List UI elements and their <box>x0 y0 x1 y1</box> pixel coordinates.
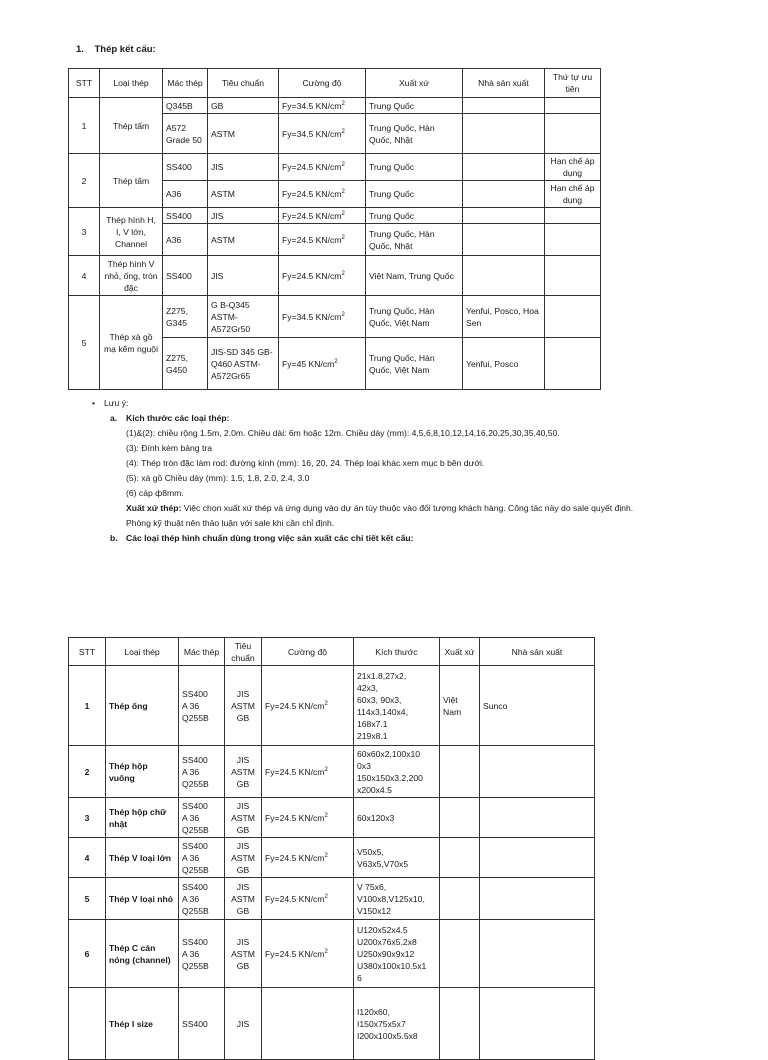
cell-xuat-xu: Trung Quốc, Hàn Quốc, Nhật <box>366 224 463 256</box>
header-nha-san-xuat: Nhà sản xuất <box>480 638 595 666</box>
cell-thu-tu <box>545 256 601 296</box>
notes-section <box>76 396 633 546</box>
cell-loai-thep: Thép hình H, I, V lớn, Channel <box>100 208 163 256</box>
cell-tieu-chuan: ASTM <box>208 114 279 154</box>
cell-loai-thep: Thép hình V nhỏ, ống, tròn đặc <box>100 256 163 296</box>
table1-header-row <box>69 69 601 98</box>
note-line: (1)&(2): chiều rộng 1.5m, 2.0m. Chiều dài: 6m hoặc 12m. Chiều dày (mm): 4,5,6,8,10,12,14,16,20,25,30,35,40,50. <box>126 428 560 438</box>
notes-title: Lưu ý: <box>104 398 129 408</box>
header-stt: STT <box>69 69 100 98</box>
cell-tieu-chuan: ASTM <box>208 224 279 256</box>
cell-mac-thep: SS400 A 36 Q255B <box>179 746 225 798</box>
strength-value: Fy=24.5 KN/cm <box>265 812 325 823</box>
section-heading: 1. Thép kết cấu: <box>76 44 156 55</box>
cell-mac-thep: SS400 A 36 Q255B <box>179 666 225 746</box>
table2-header-row <box>69 638 595 666</box>
cell-nha-san-xuat: Yenfui, Posco, Hoa Sen <box>463 296 545 338</box>
cell-xuat-xu: Trung Quốc <box>366 98 463 114</box>
cell-thu-tu <box>545 296 601 338</box>
cell-kich-thuoc: U120x52x4.5 U200x76x5.2x8 U250x90x9x12 U380x100x10.5x1 6 <box>354 920 440 988</box>
standard-shapes-table <box>68 637 595 1060</box>
cell-tieu-chuan: G B-Q345 ASTM-A572Gr50 <box>208 296 279 338</box>
note-line: (3): Đính kèm bảng tra <box>126 443 212 453</box>
note-line: (4): Thép tròn đặc làm rod: đường kính (mm): 16, 20, 24. Thép loại khác xem mục b bên dưới. <box>126 458 485 468</box>
cell-cuong-do: Fy=24.5 $KN/cm^2$ <box>262 838 354 878</box>
cell-mac-thep: SS400 A 36 Q255B <box>179 878 225 920</box>
table-row <box>69 98 601 114</box>
table-row <box>69 208 601 224</box>
cell-kich-thuoc: 60x60x2,100x10 0x3 150x150x3.2,200 x200x4.5 <box>354 746 440 798</box>
strength-value: Fy=24.5 KN/cm <box>265 852 325 863</box>
cell-cuong-do: Fy=45 $KN/cm^2$ <box>279 338 366 390</box>
cell-nha-san-xuat <box>463 224 545 256</box>
table-row <box>69 798 595 838</box>
cell-nha-san-xuat <box>463 181 545 208</box>
cell-stt: 4 <box>69 838 106 878</box>
cell-thu-tu <box>545 224 601 256</box>
cell-mac-thep: SS400 A 36 Q255B <box>179 920 225 988</box>
cell-nha-san-xuat <box>463 208 545 224</box>
cell-mac-thep: SS400 <box>179 988 225 1060</box>
header-tieu-chuan: Tiêu chuẩn <box>225 638 262 666</box>
cell-loai-thep: Thép V loại nhỏ <box>106 878 179 920</box>
cell-mac-thep: Z275, G345 <box>163 296 208 338</box>
cell-cuong-do: Fy=24.5 $KN/cm^2$ <box>262 746 354 798</box>
cell-stt: 4 <box>69 256 100 296</box>
header-xuat-xu: Xuất xứ <box>440 638 480 666</box>
cell-thu-tu <box>545 208 601 224</box>
cell-cuong-do: Fy=34.5 $KN/cm^2$ <box>279 98 366 114</box>
cell-cuong-do: Fy=24.5 $KN/cm^2$ <box>262 878 354 920</box>
cell-thu-tu: Hạn chế áp dụng <box>545 181 601 208</box>
cell-tieu-chuan: JIS <box>208 256 279 296</box>
cell-mac-thep: SS400 A 36 Q255B <box>179 798 225 838</box>
cell-nha-san-xuat <box>480 746 595 798</box>
header-loai-thep: Loại thép <box>100 69 163 98</box>
cell-xuat-xu: Trung Quốc <box>366 181 463 208</box>
table-row <box>69 666 595 746</box>
cell-nha-san-xuat: Sunco <box>480 666 595 746</box>
strength-value: Fy=24.5 KN/cm <box>282 210 342 221</box>
cell-stt: 3 <box>69 798 106 838</box>
notes-title-row <box>76 396 633 411</box>
cell-xuat-xu: Việt Nam <box>440 666 480 746</box>
cell-thu-tu <box>545 338 601 390</box>
header-cuong-do: Cường độ <box>262 638 354 666</box>
header-cuong-do: Cường độ <box>279 69 366 98</box>
cell-stt: 6 <box>69 920 106 988</box>
note-line: (5): xà gồ Chiều dày (mm): 1.5, 1.8, 2.0, 2.4, 3.0 <box>126 473 310 483</box>
cell-loai-thep: Thép hộp vuông <box>106 746 179 798</box>
cell-nha-san-xuat <box>480 838 595 878</box>
header-xuat-xu: Xuất xứ <box>366 69 463 98</box>
cell-tieu-chuan: JIS ASTM GB <box>225 746 262 798</box>
cell-xuat-xu <box>440 746 480 798</box>
cell-xuat-xu: Trung Quốc, Hàn Quốc, Việt Nam <box>366 296 463 338</box>
origin-note <box>76 501 633 516</box>
strength-value: Fy=24.5 KN/cm <box>265 948 325 959</box>
cell-xuat-xu <box>440 878 480 920</box>
cell-xuat-xu: Trung Quốc <box>366 154 463 181</box>
cell-nha-san-xuat <box>480 920 595 988</box>
cell-cuong-do: Fy=34.5 $KN/cm^2$ <box>279 114 366 154</box>
table-row <box>69 256 601 296</box>
cell-cuong-do: Fy=34.5 $KN/cm^2$ <box>279 296 366 338</box>
header-nha-san-xuat: Nhà sản xuất <box>463 69 545 98</box>
cell-kich-thuoc: I120x60, I150x75x5x7 I200x100x5.5x8 <box>354 988 440 1060</box>
cell-tieu-chuan: JIS <box>208 154 279 181</box>
cell-stt: 1 <box>69 666 106 746</box>
header-thu-tu-uu-tien: Thứ tự ưu tiên <box>545 69 601 98</box>
cell-tieu-chuan: JIS ASTM GB <box>225 838 262 878</box>
cell-cuong-do: Fy=24.5 $KN/cm^2$ <box>262 920 354 988</box>
table-row <box>69 920 595 988</box>
cell-loai-thep: Thép I size <box>106 988 179 1060</box>
cell-tieu-chuan: JIS-SD 345 GB-Q460 ASTM-A572Gr65 <box>208 338 279 390</box>
cell-cuong-do: Fy=24.5 $KN/cm^2$ <box>279 154 366 181</box>
cell-stt: 3 <box>69 208 100 256</box>
cell-mac-thep: SS400 <box>163 154 208 181</box>
cell-cuong-do: Fy=24.5 $KN/cm^2$ <box>279 224 366 256</box>
cell-cuong-do: Fy=24.5 $KN/cm^2$ <box>279 256 366 296</box>
cell-nha-san-xuat <box>463 98 545 114</box>
header-loai-thep: Loại thép <box>106 638 179 666</box>
strength-value: Fy=24.5 KN/cm <box>282 162 342 172</box>
cell-cuong-do: Fy=24.5 $KN/cm^2$ <box>279 181 366 208</box>
cell-tieu-chuan: JIS ASTM GB <box>225 666 262 746</box>
header-stt: STT <box>69 638 106 666</box>
cell-stt: 5 <box>69 878 106 920</box>
strength-value: Fy=24.5 KN/cm <box>265 893 325 904</box>
cell-nha-san-xuat <box>463 256 545 296</box>
cell-loai-thep: Thép C cán nóng (channel) <box>106 920 179 988</box>
cell-thu-tu: Hạn chế áp dụng <box>545 154 601 181</box>
cell-thu-tu <box>545 98 601 114</box>
subsection-a-title <box>76 411 633 426</box>
cell-stt: 2 <box>69 154 100 208</box>
cell-tieu-chuan: JIS ASTM GB <box>225 920 262 988</box>
cell-tieu-chuan: JIS ASTM GB <box>225 878 262 920</box>
table-row <box>69 296 601 338</box>
cell-xuat-xu <box>440 920 480 988</box>
strength-value: Fy=24.5 KN/cm <box>282 234 342 245</box>
cell-stt: 5 <box>69 296 100 390</box>
header-kich-thuoc: Kích thước <box>354 638 440 666</box>
cell-stt: 1 <box>69 98 100 154</box>
table-row <box>69 746 595 798</box>
cell-tieu-chuan: ASTM <box>208 181 279 208</box>
cell-loai-thep: Thép xà gồ mạ kẽm nguội <box>100 296 163 390</box>
cell-mac-thep: SS400 <box>163 256 208 296</box>
cell-mac-thep: SS400 A 36 Q255B <box>179 838 225 878</box>
strength-value: Fy=34.5 KN/cm <box>282 128 342 139</box>
cell-mac-thep: SS400 <box>163 208 208 224</box>
cell-mac-thep: Q345B <box>163 98 208 114</box>
cell-xuat-xu: Trung Quốc, Hàn Quốc, Việt Nam <box>366 338 463 390</box>
cell-tieu-chuan: JIS <box>208 208 279 224</box>
header-mac-thep: Mác thép <box>163 69 208 98</box>
cell-tieu-chuan: JIS ASTM GB <box>225 798 262 838</box>
cell-loai-thep: Thép hộp chữ nhật <box>106 798 179 838</box>
table-row <box>69 838 595 878</box>
subsection-b-label: b. <box>110 533 118 543</box>
cell-kich-thuoc: V 75x6, V100x8,V125x10, V150x12 <box>354 878 440 920</box>
structural-steel-table <box>68 68 601 390</box>
subsection-a-label: a. <box>110 413 118 423</box>
bullet-icon: • <box>92 398 96 408</box>
origin-text: Việc chọn xuất xứ thép và ứng dụng vào dự án tùy thuộc vào đối tượng khách hàng. Công tác này do sale quyết định. <box>183 503 634 513</box>
strength-value: Fy=24.5 KN/cm <box>282 270 342 281</box>
header-tieu-chuan: Tiêu chuẩn <box>208 69 279 98</box>
header-mac-thep: Mác thép <box>179 638 225 666</box>
cell-kich-thuoc: V50x5, V63x5,V70x5 <box>354 838 440 878</box>
cell-cuong-do: Fy=24.5 $KN/cm^2$ <box>262 666 354 746</box>
cell-mac-thep: A36 <box>163 224 208 256</box>
cell-mac-thep: Z275, G450 <box>163 338 208 390</box>
cell-loai-thep: Thép V loại lớn <box>106 838 179 878</box>
cell-cuong-do: Fy=24.5 $KN/cm^2$ <box>279 208 366 224</box>
cell-mac-thep: A36 <box>163 181 208 208</box>
cell-tieu-chuan: JIS <box>225 988 262 1060</box>
cell-kich-thuoc: 60x120x3 <box>354 798 440 838</box>
origin-note-cont: Phòng kỹ thuật nên thảo luận với sale khi cần chỉ định. <box>126 518 335 528</box>
subsection-b-text: Các loại thép hình chuẩn dùng trong việc sản xuất các chi tiết kết cấu: <box>126 533 414 543</box>
cell-mac-thep: A572 Grade 50 <box>163 114 208 154</box>
cell-nha-san-xuat <box>463 154 545 181</box>
cell-stt: 2 <box>69 746 106 798</box>
strength-value: Fy=45 KN/cm <box>282 358 335 369</box>
cell-nha-san-xuat <box>463 114 545 154</box>
strength-value: Fy=34.5 KN/cm <box>282 100 342 111</box>
strength-value: Fy=24.5 KN/cm <box>265 766 325 777</box>
cell-thu-tu <box>545 114 601 154</box>
cell-tieu-chuan: GB <box>208 98 279 114</box>
cell-xuat-xu <box>440 838 480 878</box>
cell-nha-san-xuat <box>480 878 595 920</box>
strength-value: Fy=24.5 KN/cm <box>265 700 325 711</box>
table-row <box>69 154 601 181</box>
cell-loai-thep: Thép tấm <box>100 154 163 208</box>
cell-xuat-xu <box>440 798 480 838</box>
cell-xuat-xu: Việt Nam, Trung Quốc <box>366 256 463 296</box>
table-row <box>69 878 595 920</box>
cell-nha-san-xuat <box>480 798 595 838</box>
strength-value: Fy=34.5 KN/cm <box>282 311 342 322</box>
cell-cuong-do: Fy=24.5 $KN/cm^2$ <box>262 798 354 838</box>
subsection-b-title <box>76 531 633 546</box>
cell-xuat-xu: Trung Quốc, Hàn Quốc, Nhật <box>366 114 463 154</box>
subsection-a-text: Kích thước các loại thép: <box>126 413 230 423</box>
note-line: (6) cáp ф8mm. <box>126 488 184 498</box>
cell-xuat-xu: Trung Quốc <box>366 208 463 224</box>
cell-loai-thep: Thép tấm <box>100 98 163 154</box>
cell-nha-san-xuat: Yenfui, Posco <box>463 338 545 390</box>
strength-value: Fy=24.5 KN/cm <box>282 189 342 199</box>
cell-kich-thuoc: 21x1.8,27x2, 42x3, 60x3, 90x3, 114x3,140x4, 168x7.1 219x8.1 <box>354 666 440 746</box>
cell-loai-thep: Thép ống <box>106 666 179 746</box>
origin-label: Xuất xứ thép: <box>126 503 182 513</box>
